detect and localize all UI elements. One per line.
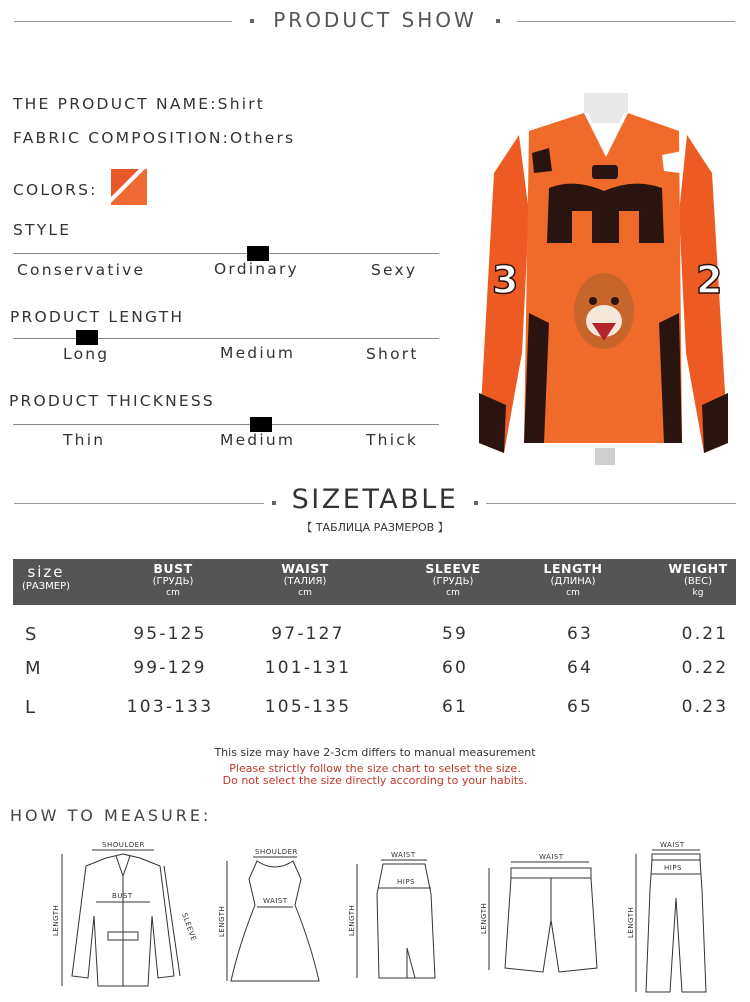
col-sleeve-main: SLEEVE bbox=[425, 561, 481, 576]
col-waist bbox=[265, 562, 345, 598]
col-length-sub: (ДЛИНА) bbox=[550, 576, 596, 588]
svg-text:3: 3 bbox=[492, 258, 519, 302]
product-image bbox=[474, 93, 732, 465]
col-bust bbox=[133, 562, 213, 598]
measure-title: HOW TO MEASURE: bbox=[10, 806, 212, 825]
row-l-sleeve: 61 bbox=[441, 697, 469, 717]
hips-label-5: HIPS bbox=[664, 864, 682, 872]
table-row bbox=[0, 658, 750, 682]
row-s-bust: 95-125 bbox=[133, 624, 207, 644]
row-m-waist: 101-131 bbox=[264, 658, 352, 678]
thickness-option-medium: Medium bbox=[220, 431, 296, 449]
measure-figure-skirt bbox=[345, 848, 445, 993]
bust-label-1: BUST bbox=[112, 892, 133, 900]
waist-label-5: WAIST bbox=[660, 841, 685, 849]
color-swatch-orange[interactable] bbox=[111, 169, 147, 205]
length-label-1: LENGTH bbox=[52, 904, 60, 936]
row-m-bust: 99-129 bbox=[133, 658, 207, 678]
length-label-2: LENGTH bbox=[218, 905, 226, 937]
col-length-main: LENGTH bbox=[543, 561, 603, 576]
thickness-scale bbox=[13, 424, 439, 425]
length-marker bbox=[76, 330, 98, 345]
col-length bbox=[533, 562, 613, 598]
row-l-weight: 0.23 bbox=[681, 697, 729, 717]
product-name-value: Shirt bbox=[217, 95, 266, 113]
row-s-weight: 0.21 bbox=[681, 624, 729, 644]
table-row bbox=[0, 697, 750, 721]
row-s-size: S bbox=[25, 624, 39, 645]
row-l-length: 65 bbox=[566, 697, 594, 717]
colors-label: COLORS: bbox=[13, 181, 98, 199]
row-m-length: 64 bbox=[566, 658, 594, 678]
sizetable-title: SIZETABLE bbox=[291, 484, 459, 515]
shoulder-label-1: SHOULDER bbox=[102, 841, 145, 849]
sleeve-label-1: SLEEVE bbox=[180, 911, 198, 943]
col-waist-unit: cm bbox=[298, 587, 312, 598]
row-l-waist: 105-135 bbox=[264, 697, 352, 717]
style-marker bbox=[247, 246, 269, 261]
col-weight-unit: kg bbox=[692, 587, 704, 598]
col-size-sub: (РАЗМЕР) bbox=[21, 581, 71, 593]
col-bust-main: BUST bbox=[153, 561, 193, 576]
page-title: PRODUCT SHOW bbox=[273, 8, 477, 32]
thickness-option-thick: Thick bbox=[366, 431, 419, 449]
row-l-size: L bbox=[25, 697, 38, 718]
note-measurement: This size may have 2-3cm differs to manual measurement bbox=[214, 746, 536, 759]
style-option-conservative: Conservative bbox=[17, 261, 146, 279]
col-size-main: size bbox=[27, 563, 65, 581]
shoulder-label-2: SHOULDER bbox=[255, 848, 298, 856]
measure-figure-pants bbox=[620, 838, 730, 998]
waist-label-2: WAIST bbox=[263, 897, 288, 905]
row-s-sleeve: 59 bbox=[441, 624, 469, 644]
col-bust-unit: cm bbox=[166, 587, 180, 598]
row-m-size: M bbox=[25, 658, 43, 679]
product-name-label: THE PRODUCT NAME: bbox=[13, 95, 218, 113]
col-size bbox=[15, 564, 77, 593]
thickness-marker bbox=[250, 417, 272, 432]
col-sleeve-sub: (ГРУДЬ) bbox=[432, 576, 474, 588]
waist-label-3: WAIST bbox=[391, 851, 416, 859]
note-follow-chart: Please strictly follow the size chart to selset the size. bbox=[229, 762, 521, 775]
style-option-ordinary: Ordinary bbox=[214, 260, 299, 278]
hips-label-3: HIPS bbox=[397, 878, 415, 886]
style-option-sexy: Sexy bbox=[371, 261, 418, 279]
row-s-waist: 97-127 bbox=[271, 624, 345, 644]
col-waist-sub: (ТАЛИЯ) bbox=[283, 576, 327, 588]
measure-figure-coat bbox=[48, 836, 198, 996]
thickness-option-thin: Thin bbox=[63, 431, 106, 449]
col-bust-sub: (ГРУДЬ) bbox=[152, 576, 194, 588]
length-label: PRODUCT LENGTH bbox=[10, 308, 185, 326]
table-row bbox=[0, 624, 750, 648]
row-s-length: 63 bbox=[566, 624, 594, 644]
sizetable-subtitle: 【 ТАБЛИЦА РАЗМЕРОВ 】 bbox=[301, 521, 449, 534]
thickness-label: PRODUCT THICKNESS bbox=[9, 392, 215, 410]
note-habits: Do not select the size directly according to your habits. bbox=[222, 774, 528, 787]
col-waist-main: WAIST bbox=[281, 561, 329, 576]
length-label-3: LENGTH bbox=[348, 904, 356, 936]
length-option-long: Long bbox=[63, 345, 110, 363]
length-label-5: LENGTH bbox=[627, 906, 635, 938]
waist-label-4: WAIST bbox=[539, 853, 564, 861]
fabric-label: FABRIC COMPOSITION: bbox=[13, 129, 231, 147]
product-name-row bbox=[13, 95, 265, 113]
col-weight-main: WEIGHT bbox=[668, 561, 728, 576]
col-sleeve bbox=[413, 562, 493, 598]
measure-figure-shorts bbox=[475, 850, 615, 980]
col-weight bbox=[658, 562, 738, 598]
svg-text:2: 2 bbox=[696, 258, 723, 302]
col-sleeve-unit: cm bbox=[446, 587, 460, 598]
row-m-sleeve: 60 bbox=[441, 658, 469, 678]
fabric-value: Others bbox=[230, 129, 296, 147]
size-table-header bbox=[13, 559, 736, 605]
style-label: STYLE bbox=[13, 221, 72, 239]
col-weight-sub: (ВЕС) bbox=[684, 576, 712, 588]
measure-figure-dress bbox=[215, 845, 325, 995]
col-length-unit: cm bbox=[566, 587, 580, 598]
row-l-bust: 103-133 bbox=[126, 697, 214, 717]
length-option-short: Short bbox=[366, 345, 419, 363]
style-scale bbox=[13, 253, 439, 254]
length-option-medium: Medium bbox=[220, 344, 296, 362]
row-m-weight: 0.22 bbox=[681, 658, 729, 678]
length-label-4: LENGTH bbox=[480, 902, 488, 934]
fabric-row bbox=[13, 129, 295, 147]
